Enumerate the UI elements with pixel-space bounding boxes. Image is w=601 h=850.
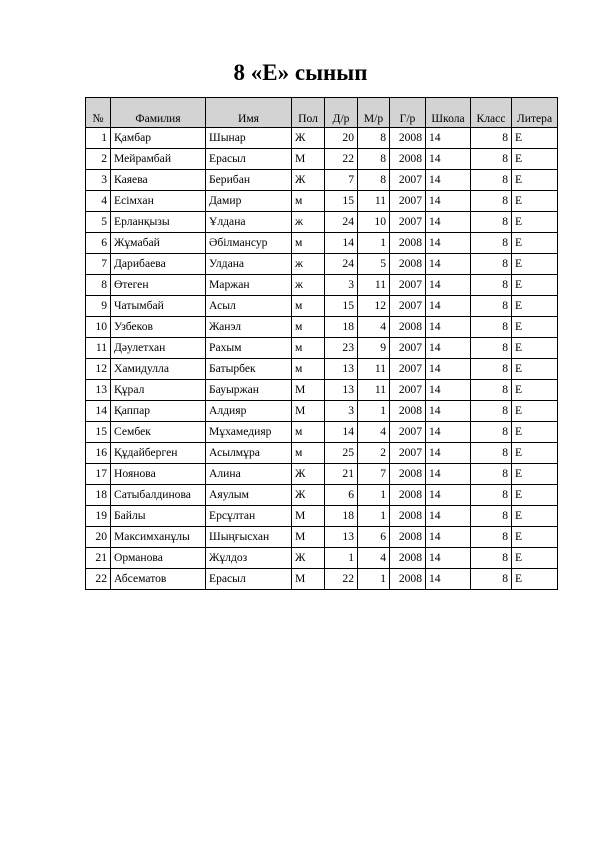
col-class-cell: 8 bbox=[471, 359, 512, 380]
col-letter-header: Литера bbox=[512, 98, 558, 128]
col-name-cell: Алина bbox=[206, 464, 292, 485]
col-letter-cell: Е bbox=[512, 317, 558, 338]
table-row bbox=[86, 464, 558, 485]
col-class-cell: 8 bbox=[471, 464, 512, 485]
col-gender-cell: Ж bbox=[292, 128, 325, 149]
col-surname-cell: Ноянова bbox=[111, 464, 206, 485]
col-surname-cell: Өтеген bbox=[111, 275, 206, 296]
col-number-cell: 12 bbox=[86, 359, 111, 380]
col-gender-cell: Ж bbox=[292, 548, 325, 569]
col-month-cell: 11 bbox=[358, 380, 390, 401]
col-number-cell: 9 bbox=[86, 296, 111, 317]
table-row bbox=[86, 506, 558, 527]
col-school-cell: 14 bbox=[426, 296, 471, 317]
col-name-cell: Мұхамедияр bbox=[206, 422, 292, 443]
col-month-cell: 11 bbox=[358, 359, 390, 380]
col-surname-cell: Узбеков bbox=[111, 317, 206, 338]
col-letter-cell: Е bbox=[512, 254, 558, 275]
col-number-header: № bbox=[86, 98, 111, 128]
col-name-cell: Алдияр bbox=[206, 401, 292, 422]
col-school-cell: 14 bbox=[426, 233, 471, 254]
col-class-cell: 8 bbox=[471, 317, 512, 338]
col-gender-cell: М bbox=[292, 527, 325, 548]
col-letter-cell: Е bbox=[512, 296, 558, 317]
col-gender-cell: м bbox=[292, 317, 325, 338]
table-row bbox=[86, 569, 558, 590]
table-row bbox=[86, 254, 558, 275]
col-day-cell: 7 bbox=[325, 170, 358, 191]
col-surname-cell: Жұмабай bbox=[111, 233, 206, 254]
col-surname-cell: Абсематов bbox=[111, 569, 206, 590]
table-row bbox=[86, 128, 558, 149]
col-school-cell: 14 bbox=[426, 464, 471, 485]
col-letter-cell: Е bbox=[512, 191, 558, 212]
col-letter-cell: Е bbox=[512, 233, 558, 254]
table-header-row bbox=[86, 98, 558, 128]
col-class-cell: 8 bbox=[471, 254, 512, 275]
col-surname-cell: Максимханұлы bbox=[111, 527, 206, 548]
col-day-cell: 18 bbox=[325, 317, 358, 338]
col-school-cell: 14 bbox=[426, 128, 471, 149]
col-gender-cell: М bbox=[292, 149, 325, 170]
col-year-cell: 2008 bbox=[390, 233, 426, 254]
col-month-cell: 8 bbox=[358, 149, 390, 170]
table-row bbox=[86, 233, 558, 254]
col-day-cell: 1 bbox=[325, 548, 358, 569]
table-row bbox=[86, 548, 558, 569]
col-gender-cell: М bbox=[292, 401, 325, 422]
col-day-header: Д/р bbox=[325, 98, 358, 128]
col-surname-cell: Дарибаева bbox=[111, 254, 206, 275]
col-month-cell: 11 bbox=[358, 191, 390, 212]
table-row bbox=[86, 443, 558, 464]
col-gender-cell: м bbox=[292, 359, 325, 380]
col-school-cell: 14 bbox=[426, 506, 471, 527]
col-year-cell: 2007 bbox=[390, 359, 426, 380]
col-month-cell: 5 bbox=[358, 254, 390, 275]
col-letter-cell: Е bbox=[512, 275, 558, 296]
col-gender-cell: м bbox=[292, 191, 325, 212]
table-row bbox=[86, 422, 558, 443]
col-year-header: Г/р bbox=[390, 98, 426, 128]
col-day-cell: 18 bbox=[325, 506, 358, 527]
col-class-cell: 8 bbox=[471, 149, 512, 170]
col-name-cell: Аяулым bbox=[206, 485, 292, 506]
col-letter-cell: Е bbox=[512, 569, 558, 590]
col-name-cell: Ерсұлтан bbox=[206, 506, 292, 527]
col-day-cell: 24 bbox=[325, 212, 358, 233]
table-row bbox=[86, 191, 558, 212]
col-name-cell: Әбілмансур bbox=[206, 233, 292, 254]
table-row bbox=[86, 149, 558, 170]
col-class-cell: 8 bbox=[471, 128, 512, 149]
col-class-cell: 8 bbox=[471, 233, 512, 254]
col-month-header: М/р bbox=[358, 98, 390, 128]
col-gender-cell: ж bbox=[292, 254, 325, 275]
col-month-cell: 12 bbox=[358, 296, 390, 317]
col-class-cell: 8 bbox=[471, 569, 512, 590]
col-gender-cell: М bbox=[292, 506, 325, 527]
col-school-cell: 14 bbox=[426, 422, 471, 443]
col-surname-cell: Чатымбай bbox=[111, 296, 206, 317]
col-day-cell: 20 bbox=[325, 128, 358, 149]
col-day-cell: 15 bbox=[325, 191, 358, 212]
col-school-header: Школа bbox=[426, 98, 471, 128]
col-day-cell: 13 bbox=[325, 380, 358, 401]
table-row bbox=[86, 317, 558, 338]
col-number-cell: 14 bbox=[86, 401, 111, 422]
col-name-cell: Батырбек bbox=[206, 359, 292, 380]
col-year-cell: 2007 bbox=[390, 443, 426, 464]
col-class-cell: 8 bbox=[471, 296, 512, 317]
col-year-cell: 2008 bbox=[390, 464, 426, 485]
col-surname-cell: Орманова bbox=[111, 548, 206, 569]
col-surname-cell: Каяева bbox=[111, 170, 206, 191]
col-month-cell: 4 bbox=[358, 317, 390, 338]
col-school-cell: 14 bbox=[426, 548, 471, 569]
col-name-cell: Шынар bbox=[206, 128, 292, 149]
col-number-cell: 6 bbox=[86, 233, 111, 254]
col-day-cell: 6 bbox=[325, 485, 358, 506]
col-day-cell: 3 bbox=[325, 275, 358, 296]
col-school-cell: 14 bbox=[426, 149, 471, 170]
col-day-cell: 3 bbox=[325, 401, 358, 422]
col-letter-cell: Е bbox=[512, 401, 558, 422]
col-class-cell: 8 bbox=[471, 191, 512, 212]
col-number-cell: 8 bbox=[86, 275, 111, 296]
col-month-cell: 9 bbox=[358, 338, 390, 359]
col-school-cell: 14 bbox=[426, 170, 471, 191]
col-letter-cell: Е bbox=[512, 380, 558, 401]
col-surname-cell: Байлы bbox=[111, 506, 206, 527]
col-number-cell: 19 bbox=[86, 506, 111, 527]
col-school-cell: 14 bbox=[426, 380, 471, 401]
col-gender-cell: м bbox=[292, 338, 325, 359]
col-day-cell: 21 bbox=[325, 464, 358, 485]
col-day-cell: 15 bbox=[325, 296, 358, 317]
table-row bbox=[86, 212, 558, 233]
col-number-cell: 4 bbox=[86, 191, 111, 212]
col-number-cell: 13 bbox=[86, 380, 111, 401]
col-name-cell: Шыңғысхан bbox=[206, 527, 292, 548]
col-class-header: Класс bbox=[471, 98, 512, 128]
col-name-cell: Жұлдоз bbox=[206, 548, 292, 569]
table-row bbox=[86, 527, 558, 548]
col-letter-cell: Е bbox=[512, 170, 558, 191]
col-year-cell: 2007 bbox=[390, 338, 426, 359]
col-number-cell: 1 bbox=[86, 128, 111, 149]
col-name-cell: Рахым bbox=[206, 338, 292, 359]
col-surname-cell: Құдайберген bbox=[111, 443, 206, 464]
col-day-cell: 22 bbox=[325, 149, 358, 170]
table-row bbox=[86, 380, 558, 401]
col-number-cell: 16 bbox=[86, 443, 111, 464]
col-year-cell: 2008 bbox=[390, 401, 426, 422]
col-number-cell: 3 bbox=[86, 170, 111, 191]
col-school-cell: 14 bbox=[426, 527, 471, 548]
col-surname-cell: Дәулетхан bbox=[111, 338, 206, 359]
col-month-cell: 4 bbox=[358, 548, 390, 569]
col-letter-cell: Е bbox=[512, 485, 558, 506]
col-name-cell: Бауыржан bbox=[206, 380, 292, 401]
col-gender-cell: Ж bbox=[292, 170, 325, 191]
col-school-cell: 14 bbox=[426, 401, 471, 422]
col-class-cell: 8 bbox=[471, 212, 512, 233]
col-school-cell: 14 bbox=[426, 485, 471, 506]
col-number-cell: 20 bbox=[86, 527, 111, 548]
col-school-cell: 14 bbox=[426, 191, 471, 212]
col-year-cell: 2008 bbox=[390, 254, 426, 275]
col-name-cell: Берибан bbox=[206, 170, 292, 191]
col-month-cell: 8 bbox=[358, 128, 390, 149]
col-gender-cell: М bbox=[292, 569, 325, 590]
col-day-cell: 25 bbox=[325, 443, 358, 464]
col-school-cell: 14 bbox=[426, 317, 471, 338]
col-surname-cell: Ерланқызы bbox=[111, 212, 206, 233]
col-year-cell: 2007 bbox=[390, 212, 426, 233]
col-year-cell: 2008 bbox=[390, 149, 426, 170]
col-letter-cell: Е bbox=[512, 443, 558, 464]
col-surname-header: Фамилия bbox=[111, 98, 206, 128]
col-letter-cell: Е bbox=[512, 548, 558, 569]
col-school-cell: 14 bbox=[426, 254, 471, 275]
col-school-cell: 14 bbox=[426, 338, 471, 359]
col-school-cell: 14 bbox=[426, 212, 471, 233]
col-school-cell: 14 bbox=[426, 275, 471, 296]
col-number-cell: 17 bbox=[86, 464, 111, 485]
col-name-cell: Дамир bbox=[206, 191, 292, 212]
col-year-cell: 2007 bbox=[390, 275, 426, 296]
col-name-cell: Ұлдана bbox=[206, 212, 292, 233]
col-class-cell: 8 bbox=[471, 275, 512, 296]
col-gender-cell: М bbox=[292, 380, 325, 401]
col-letter-cell: Е bbox=[512, 128, 558, 149]
col-name-cell: Маржан bbox=[206, 275, 292, 296]
col-name-cell: Ерасыл bbox=[206, 569, 292, 590]
col-month-cell: 7 bbox=[358, 464, 390, 485]
col-year-cell: 2007 bbox=[390, 380, 426, 401]
col-letter-cell: Е bbox=[512, 464, 558, 485]
col-month-cell: 10 bbox=[358, 212, 390, 233]
col-gender-cell: ж bbox=[292, 275, 325, 296]
col-class-cell: 8 bbox=[471, 338, 512, 359]
col-gender-cell: м bbox=[292, 443, 325, 464]
col-number-cell: 2 bbox=[86, 149, 111, 170]
col-name-cell: Ерасыл bbox=[206, 149, 292, 170]
col-year-cell: 2007 bbox=[390, 296, 426, 317]
table-body bbox=[86, 128, 558, 590]
col-number-cell: 7 bbox=[86, 254, 111, 275]
col-month-cell: 1 bbox=[358, 485, 390, 506]
col-number-cell: 18 bbox=[86, 485, 111, 506]
col-day-cell: 14 bbox=[325, 233, 358, 254]
col-surname-cell: Есімхан bbox=[111, 191, 206, 212]
col-school-cell: 14 bbox=[426, 359, 471, 380]
col-gender-cell: м bbox=[292, 296, 325, 317]
table-row bbox=[86, 296, 558, 317]
col-gender-cell: м bbox=[292, 422, 325, 443]
col-surname-cell: Сатыбалдинова bbox=[111, 485, 206, 506]
col-year-cell: 2008 bbox=[390, 527, 426, 548]
col-gender-cell: Ж bbox=[292, 485, 325, 506]
col-surname-cell: Хамидулла bbox=[111, 359, 206, 380]
col-school-cell: 14 bbox=[426, 569, 471, 590]
col-class-cell: 8 bbox=[471, 506, 512, 527]
col-class-cell: 8 bbox=[471, 401, 512, 422]
col-name-cell: Асыл bbox=[206, 296, 292, 317]
col-month-cell: 6 bbox=[358, 527, 390, 548]
col-year-cell: 2008 bbox=[390, 317, 426, 338]
col-year-cell: 2008 bbox=[390, 548, 426, 569]
col-letter-cell: Е bbox=[512, 422, 558, 443]
col-letter-cell: Е bbox=[512, 359, 558, 380]
col-name-cell: Асылмұра bbox=[206, 443, 292, 464]
col-school-cell: 14 bbox=[426, 443, 471, 464]
col-year-cell: 2007 bbox=[390, 422, 426, 443]
col-day-cell: 13 bbox=[325, 527, 358, 548]
col-month-cell: 4 bbox=[358, 422, 390, 443]
col-year-cell: 2007 bbox=[390, 191, 426, 212]
col-month-cell: 2 bbox=[358, 443, 390, 464]
col-class-cell: 8 bbox=[471, 380, 512, 401]
col-gender-cell: м bbox=[292, 233, 325, 254]
col-gender-cell: Ж bbox=[292, 464, 325, 485]
col-letter-cell: Е bbox=[512, 212, 558, 233]
col-number-cell: 22 bbox=[86, 569, 111, 590]
col-month-cell: 8 bbox=[358, 170, 390, 191]
col-number-cell: 15 bbox=[86, 422, 111, 443]
col-class-cell: 8 bbox=[471, 422, 512, 443]
col-number-cell: 21 bbox=[86, 548, 111, 569]
col-number-cell: 5 bbox=[86, 212, 111, 233]
col-class-cell: 8 bbox=[471, 485, 512, 506]
col-surname-cell: Құрал bbox=[111, 380, 206, 401]
col-year-cell: 2008 bbox=[390, 128, 426, 149]
col-surname-cell: Сембек bbox=[111, 422, 206, 443]
table-row bbox=[86, 485, 558, 506]
col-number-cell: 11 bbox=[86, 338, 111, 359]
table-row bbox=[86, 338, 558, 359]
col-name-cell: Улдана bbox=[206, 254, 292, 275]
col-year-cell: 2008 bbox=[390, 569, 426, 590]
table-row bbox=[86, 401, 558, 422]
col-name-cell: Жанэл bbox=[206, 317, 292, 338]
col-class-cell: 8 bbox=[471, 527, 512, 548]
col-year-cell: 2008 bbox=[390, 485, 426, 506]
col-surname-cell: Қамбар bbox=[111, 128, 206, 149]
col-class-cell: 8 bbox=[471, 548, 512, 569]
col-day-cell: 22 bbox=[325, 569, 358, 590]
class-roster-table bbox=[85, 97, 558, 590]
col-number-cell: 10 bbox=[86, 317, 111, 338]
col-day-cell: 23 bbox=[325, 338, 358, 359]
col-day-cell: 24 bbox=[325, 254, 358, 275]
col-letter-cell: Е bbox=[512, 506, 558, 527]
col-class-cell: 8 bbox=[471, 170, 512, 191]
col-letter-cell: Е bbox=[512, 149, 558, 170]
col-surname-cell: Мейрамбай bbox=[111, 149, 206, 170]
col-month-cell: 1 bbox=[358, 233, 390, 254]
table-row bbox=[86, 170, 558, 191]
col-year-cell: 2008 bbox=[390, 506, 426, 527]
col-year-cell: 2007 bbox=[390, 170, 426, 191]
col-name-header: Имя bbox=[206, 98, 292, 128]
col-letter-cell: Е bbox=[512, 338, 558, 359]
col-day-cell: 13 bbox=[325, 359, 358, 380]
col-month-cell: 11 bbox=[358, 275, 390, 296]
col-gender-header: Пол bbox=[292, 98, 325, 128]
col-letter-cell: Е bbox=[512, 527, 558, 548]
table-row bbox=[86, 275, 558, 296]
page-title: 8 «Е» сынып bbox=[233, 60, 368, 85]
col-gender-cell: ж bbox=[292, 212, 325, 233]
table-row bbox=[86, 359, 558, 380]
col-day-cell: 14 bbox=[325, 422, 358, 443]
col-class-cell: 8 bbox=[471, 443, 512, 464]
col-month-cell: 1 bbox=[358, 569, 390, 590]
col-surname-cell: Қаппар bbox=[111, 401, 206, 422]
col-month-cell: 1 bbox=[358, 506, 390, 527]
col-month-cell: 1 bbox=[358, 401, 390, 422]
